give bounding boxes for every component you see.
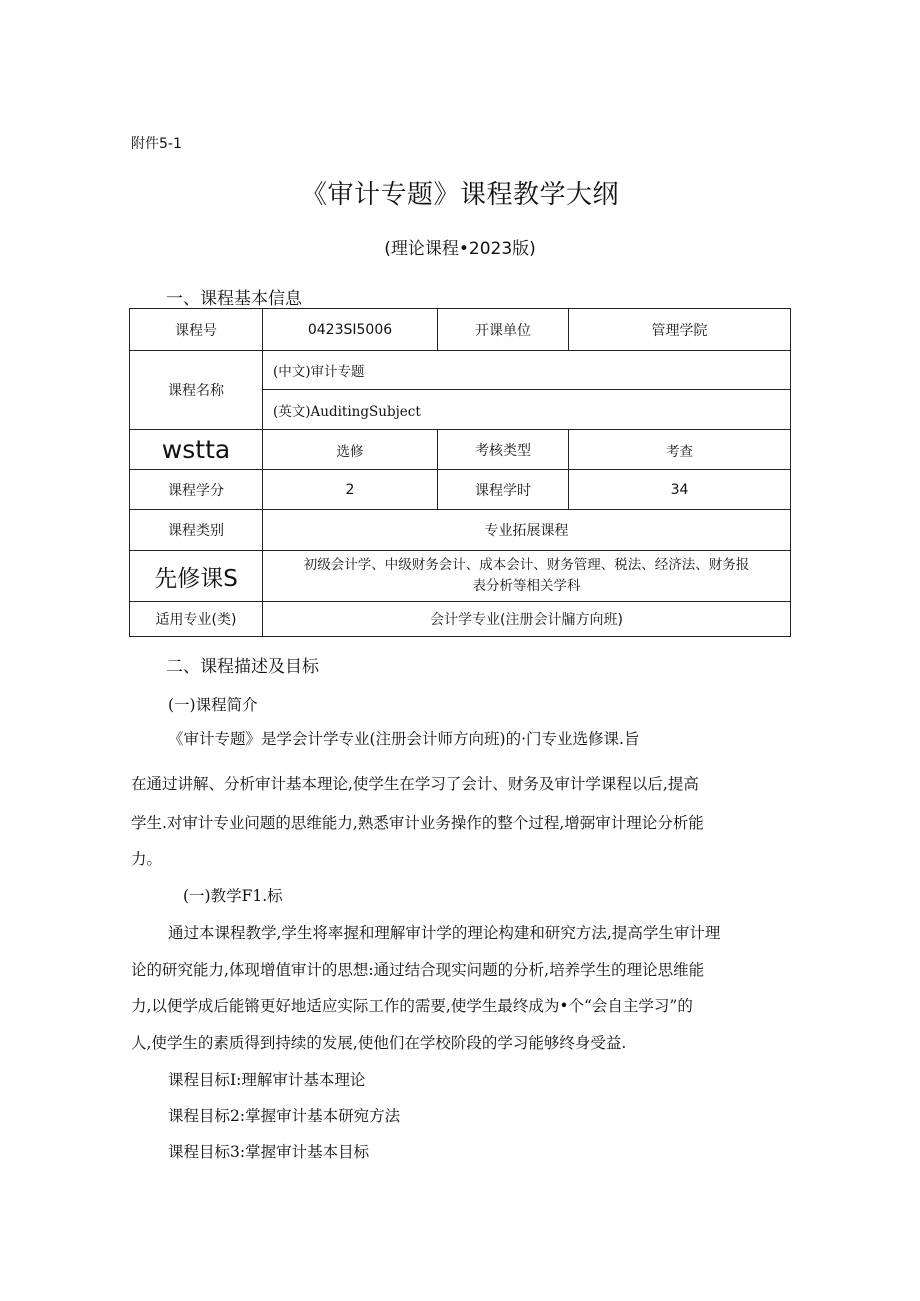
- intro-heading: (一)课程简介: [168, 696, 258, 714]
- table-row: [130, 351, 791, 390]
- category-value: 专业拓展课程: [263, 510, 791, 551]
- document-title: 《审计专题》课程教学大纲: [300, 180, 619, 210]
- table-row: [130, 602, 791, 637]
- prereq-line-1: 初级会计学、中级财务会计、成本会计、财务管理、税法、经济法、财务报: [303, 557, 750, 573]
- table-row: [130, 510, 791, 551]
- intro-line-1: 《审计专题》是学会计学专业(注册会计师方向班)的·门专业选修课.旨: [168, 730, 640, 748]
- category-label: 课程类别: [130, 510, 263, 551]
- course-name-label: 课程名称: [130, 351, 263, 430]
- prereq-value: [263, 551, 791, 602]
- section-heading-description: 二、课程描述及目标: [166, 657, 319, 677]
- table-row: [130, 309, 791, 351]
- intro-line-2: 在通过讲解、分析审计基本理论,使学生在学习了会计、财务及审计学课程以后,提高: [131, 775, 699, 793]
- course-name-en: (英文)AuditingSubject: [263, 390, 791, 430]
- assessment-value: 考查: [569, 430, 791, 470]
- table-row: [130, 430, 791, 470]
- hours-value: 34: [569, 470, 791, 510]
- goals-heading: (一)教学F1.标: [183, 887, 283, 905]
- course-code-label: 课程号: [130, 309, 263, 351]
- section-heading-basic-info: 一、课程基本信息: [166, 289, 302, 309]
- department-value: 管理学院: [569, 309, 791, 351]
- credits-value: 2: [263, 470, 438, 510]
- goals-line-2: 论的研究能力,体现增值审计的思想:通过结合现实问题的分析,培养学生的理论思维能: [131, 961, 705, 979]
- major-value: 会计学专业(注册会计牖方向班): [263, 602, 791, 637]
- hours-label: 课程学时: [438, 470, 569, 510]
- course-nature-label: wstta: [130, 430, 263, 470]
- department-label: 开课单位: [438, 309, 569, 351]
- course-info-table: [129, 308, 791, 637]
- document-subtitle: (理论课程•2023版): [384, 239, 536, 259]
- table-row: [130, 551, 791, 602]
- course-goal-1: 课程目标I:理解审计基本理论: [168, 1071, 366, 1089]
- major-label: 适用专业(类): [130, 602, 263, 637]
- intro-line-3: 学生.对审计专业问题的思维能力,熟悉审计业务操作的整个过程,增弼审计理论分析能: [131, 814, 704, 832]
- credits-label: 课程学分: [130, 470, 263, 510]
- goals-line-1: 通过本课程教学,学生将率握和理解审计学的理论构建和研究方法,提高学生审计理: [168, 924, 721, 942]
- course-goal-2: 课程目标2:掌握审计基本研宛方法: [168, 1107, 401, 1125]
- course-name-cn: (中文)审计专题: [263, 351, 791, 390]
- intro-line-4: 力。: [131, 850, 163, 868]
- assessment-label: 考核类型: [438, 430, 569, 470]
- attachment-label: 附件5-1: [131, 136, 182, 152]
- course-code-value: 0423SI5006: [263, 309, 438, 351]
- goals-line-4: 人,使学生的素质得到持续的发展,使他们在学校阶段的学习能够终身受益.: [131, 1034, 627, 1052]
- course-goal-3: 课程目标3:掌握审计基本目标: [168, 1143, 370, 1161]
- goals-line-3: 力,以便学成后能锵更好地适应实际工作的需要,使学生最终成为•个“会自主学习”的: [131, 997, 693, 1015]
- course-nature-value: 选修: [263, 430, 438, 470]
- table-row: [130, 470, 791, 510]
- prereq-label: 先修课S: [130, 551, 263, 602]
- prereq-line-2: 表分析等相关学科: [472, 578, 581, 594]
